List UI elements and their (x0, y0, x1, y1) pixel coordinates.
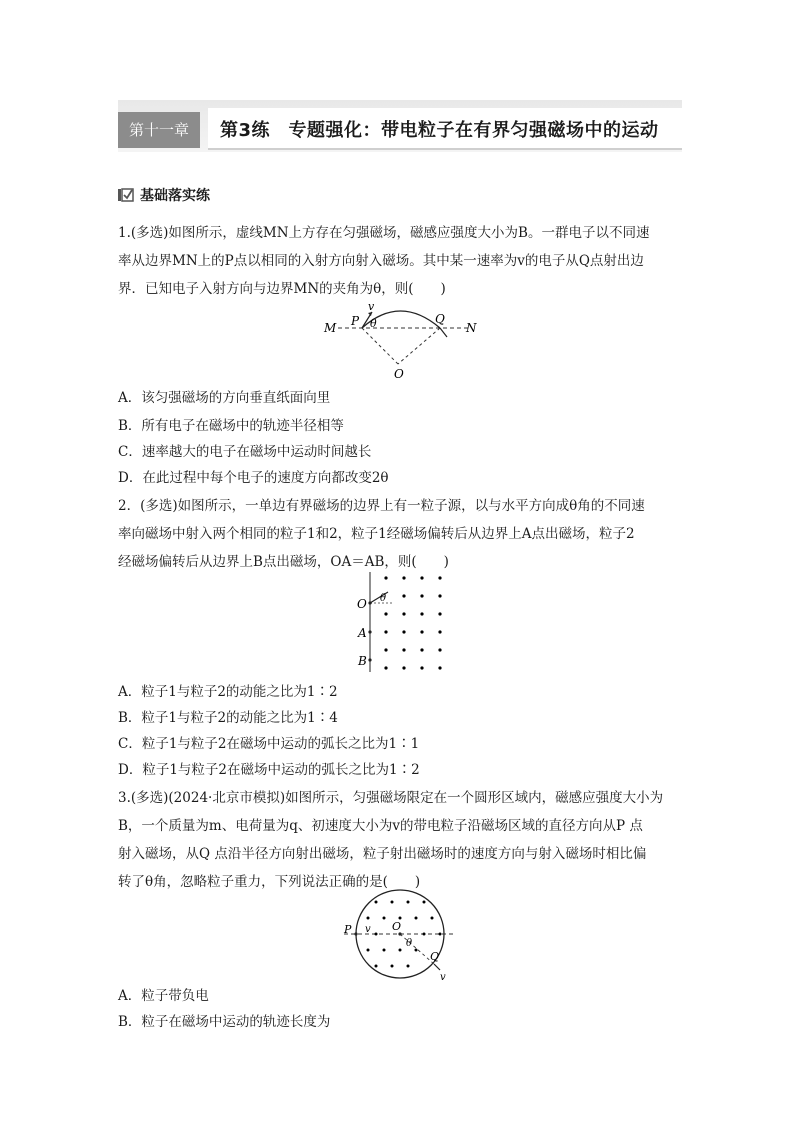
label-o: O (357, 597, 367, 611)
page-title: 第3练 专题强化：带电粒子在有界匀强磁场中的运动 (220, 120, 659, 141)
q3-line: 转了θ角，忽略粒子重力，下列说法正确的是( ) (118, 874, 421, 890)
label-p: P (344, 923, 352, 936)
q1-line: 界．已知电子入射方向与边界MN的夹角为θ，则( ) (118, 281, 446, 297)
label-o: O (394, 367, 404, 381)
label-n: N (466, 321, 477, 335)
radius-qo (398, 328, 440, 364)
exit-velocity (434, 964, 440, 970)
exit-arrow (440, 328, 447, 337)
q1-option-c: C．速率越大的电子在磁场中运动时间越长 (118, 444, 372, 460)
q1-option-a: A．该匀强磁场的方向垂直纸面向里 (118, 390, 331, 406)
chapter-header (118, 100, 682, 152)
label-v: v (368, 300, 375, 313)
point-o (368, 601, 371, 604)
q1-stem (118, 219, 688, 303)
q3-stem (118, 784, 688, 896)
q1-option-b: B．所有电子在磁场中的轨迹半径相等 (118, 418, 344, 434)
q2-stem (118, 492, 688, 576)
label-q: Q (430, 950, 440, 963)
chapter-tab: 第十一章 (118, 112, 200, 148)
q2-line: 经磁场偏转后从边界上B点出磁场，OA＝AB，则( ) (118, 554, 449, 570)
label-theta: θ (406, 938, 413, 949)
q3-option-b: B．粒子在磁场中运动的轨迹长度为 (118, 1014, 331, 1030)
q1-line: 率从边界MN上的P点以相同的入射方向射入磁场。其中某一速率为v的电子从Q点射出边 (118, 253, 644, 269)
q3-line: 射入磁场，从Q 点沿半径方向射出磁场，粒子射出磁场时的速度方向与射入磁场时相比偏 (118, 846, 647, 862)
q2-option-d: D．粒子1与粒子2在磁场中运动的弧长之比为1∶2 (118, 762, 420, 778)
q1-line: 1.(多选)如图所示，虚线MN上方存在匀强磁场，磁感应强度大小为B。一群电子以不同速 (118, 225, 650, 241)
label-v2: v (440, 972, 446, 983)
q2-line: 率向磁场中射入两个相同的粒子1和2，粒子1经磁场偏转后从边界上A点出磁场，粒子2 (118, 526, 635, 542)
q2-figure (352, 568, 452, 678)
checkbox-icon (118, 188, 134, 202)
section-title: 基础落实练 (140, 188, 210, 204)
q3-line: B，一个质量为m、电荷量为q、初速度大小为v的带电粒子沿磁场区域的直径方向从P 点 (118, 818, 643, 834)
label-theta: θ (370, 317, 377, 330)
label-q: Q (435, 312, 445, 326)
q2-line: 2．(多选)如图所示，一单边有界磁场的边界上有一粒子源，以与水平方向成θ角的不同速 (118, 498, 645, 514)
label-b: B (358, 654, 367, 668)
q2-option-b: B．粒子1与粒子2的动能之比为1∶4 (118, 710, 338, 726)
label-a: A (358, 626, 367, 640)
q3-figure (340, 888, 460, 984)
radius-po (362, 328, 398, 364)
q2-option-a: A．粒子1与粒子2的动能之比为1∶2 (118, 684, 338, 700)
section-heading (118, 185, 210, 205)
point-b (368, 658, 371, 661)
q1-figure (320, 300, 490, 382)
point-p (354, 932, 357, 935)
label-o: O (392, 920, 402, 933)
label-m: M (324, 321, 337, 335)
field-dots (384, 576, 441, 669)
q1-option-d: D．在此过程中每个电子的速度方向都改变2θ (118, 470, 389, 486)
q3-line: 3.(多选)(2024·北京市模拟)如图所示，匀强磁场限定在一个圆形区域内，磁感应强度大小为 (118, 790, 664, 806)
q2-option-c: C．粒子1与粒子2在磁场中运动的弧长之比为1∶1 (118, 736, 420, 752)
label-v: v (365, 924, 371, 935)
label-p: P (351, 314, 360, 328)
point-a (368, 630, 371, 633)
label-theta: θ (380, 593, 387, 604)
title-box (208, 108, 682, 150)
q3-option-a: A．粒子带负电 (118, 988, 209, 1004)
